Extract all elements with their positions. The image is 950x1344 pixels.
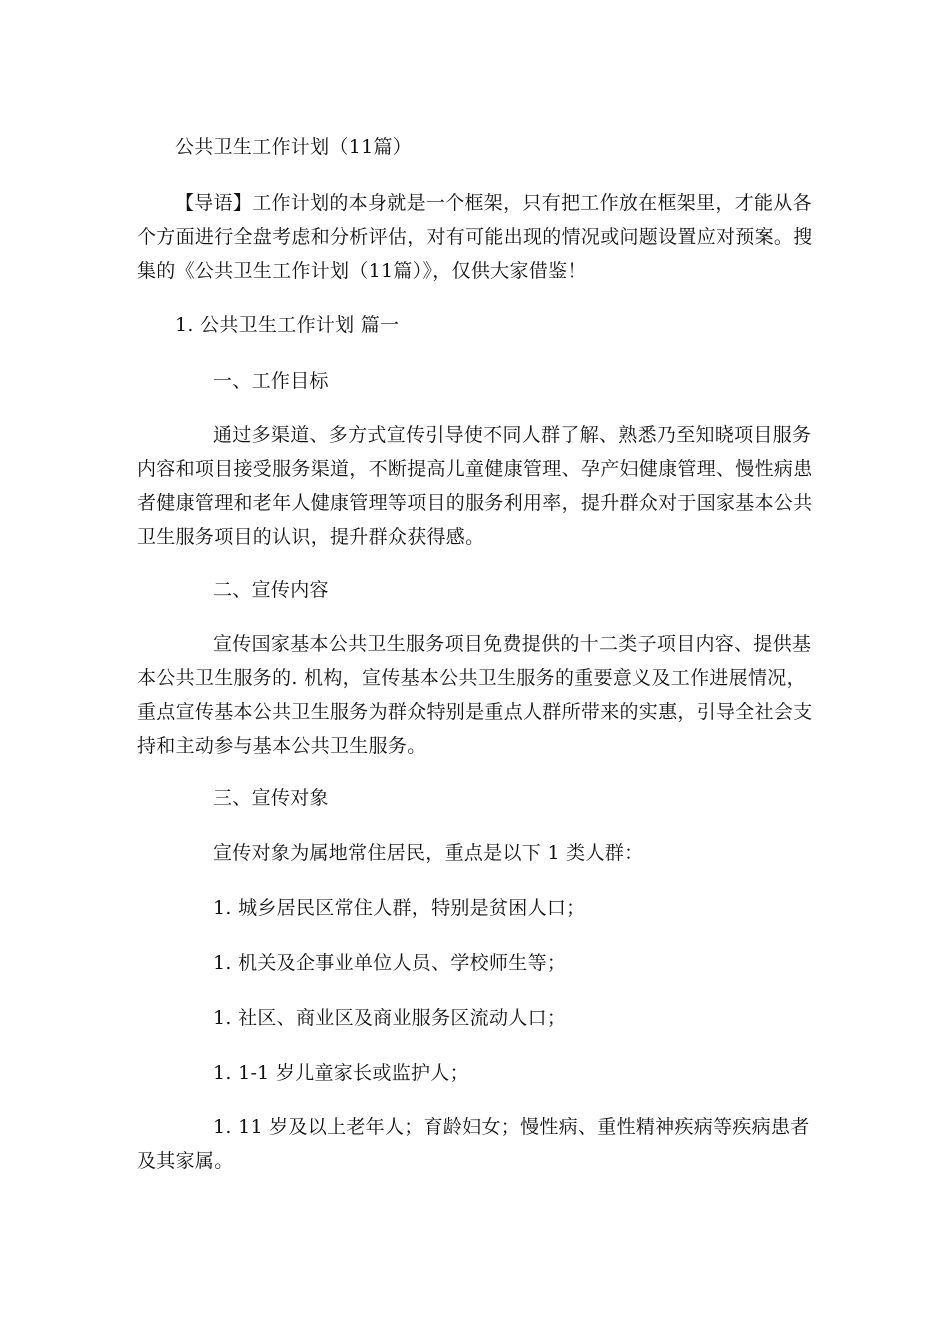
document-title: 公共卫生工作计划（11篇） bbox=[175, 136, 413, 158]
publicity-targets-intro: 宣传对象为属地常住居民，重点是以下 1 类人群： bbox=[213, 842, 644, 864]
list-item: 1. 1-1 岁儿童家长或监护人； bbox=[213, 1062, 469, 1084]
list-item: 1. 社区、商业区及商业服务区流动人口； bbox=[213, 1007, 567, 1029]
list-item: 1. 城乡居民区常住人群，特别是贫困人口； bbox=[213, 897, 586, 919]
heading-publicity-targets: 三、宣传对象 bbox=[213, 787, 329, 809]
section-title: 1. 公共卫生工作计划 篇一 bbox=[175, 314, 400, 336]
list-item: 1. 11 岁及以上老年人；育龄妇女；慢性病、重性精神疾病等疾病患者及其家属。 bbox=[137, 1116, 810, 1172]
heading-work-goals: 一、工作目标 bbox=[213, 370, 329, 392]
intro-paragraph: 【导语】工作计划的本身就是一个框架，只有把工作放在框架里，才能从各个方面进行全盘考虑和分析评估，对有可能出现的情况或问题设置应对预案。搜集的《公共卫生工作计划（11篇）》，仅供大家借鉴！ bbox=[137, 192, 813, 282]
publicity-content-paragraph: 宣传国家基本公共卫生服务项目免费提供的十二类子项目内容、提供基本公共卫生服务的. 机构，宣传基本公共卫生服务的重要意义及工作进展情况，重点宣传基本公共卫生服务为群众特别是重点人群所带来的实惠，引导全社会支持和主动参与基本公共卫生服务。 bbox=[137, 633, 813, 757]
heading-publicity-content: 二、宣传内容 bbox=[213, 579, 329, 601]
list-item: 1. 机关及企事业单位人员、学校师生等； bbox=[213, 952, 567, 974]
work-goals-paragraph: 通过多渠道、多方式宣传引导使不同人群了解、熟悉乃至知晓项目服务内容和项目接受服务渠道，不断提高儿童健康管理、孕产妇健康管理、慢性病患者健康管理和老年人健康管理等项目的服务利用率，提升群众对于国家基本公共卫生服务项目的认识，提升群众获得感。 bbox=[137, 424, 813, 548]
